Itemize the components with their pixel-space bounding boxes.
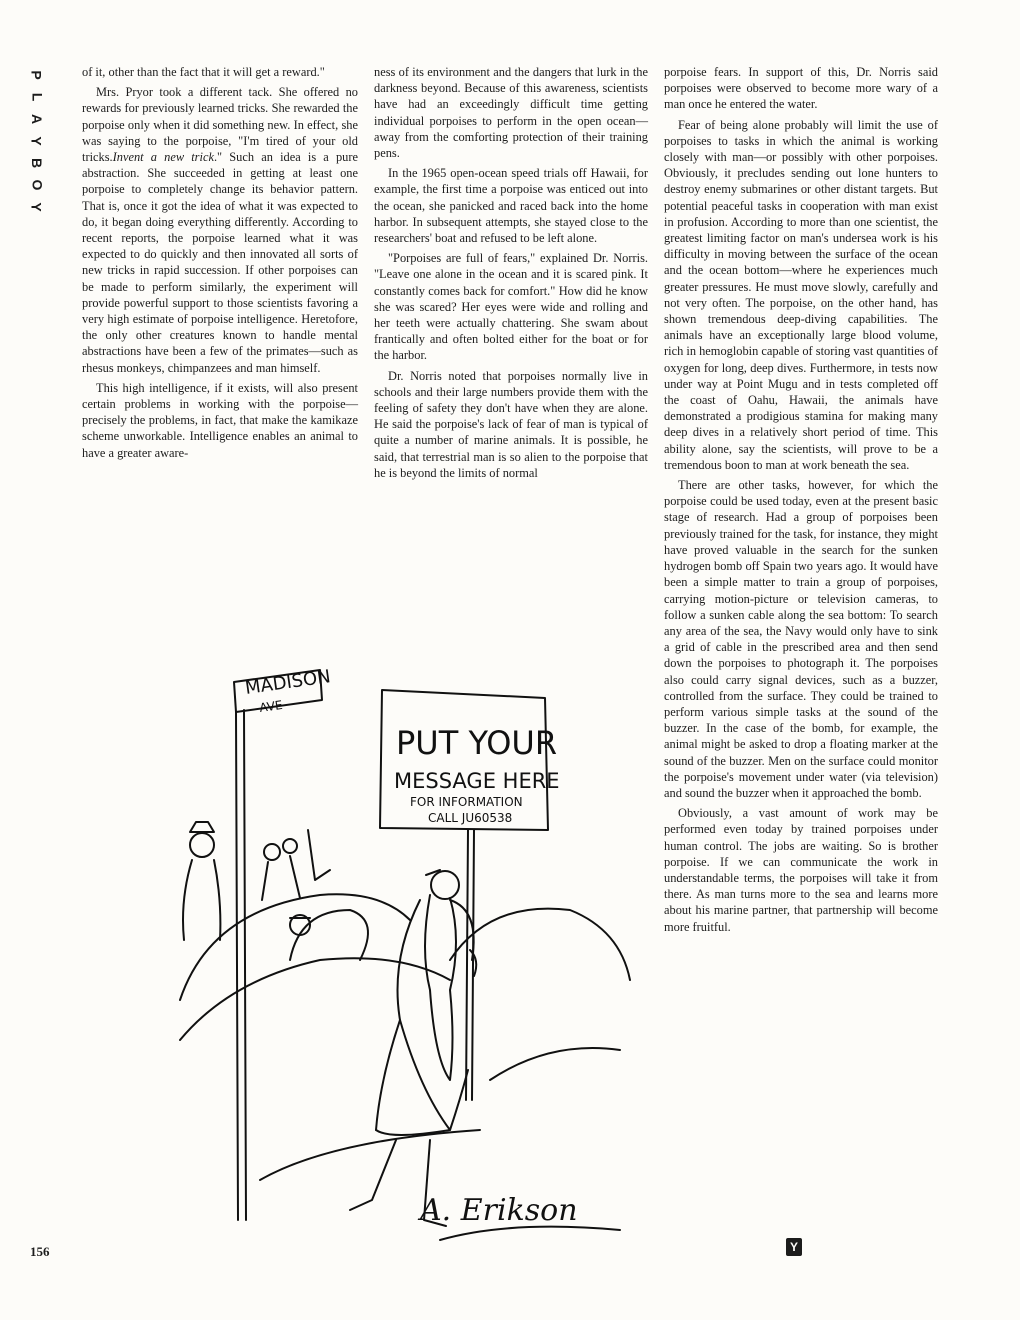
paragraph: There are other tasks, however, for which the porpoise could be used today, even at the present basic stage of research. Had a group of porpoises been previously trained for the task, for instance, they might have proved valuable in the search for the sunken hydrogen bomb off Spain two years ago. It would have been a simple matter to train a group of porpoises, carrying motion-picture or television cameras, to follow a sunken cable along the sea bottom: To search any area of the sea, the Navy would only have to sink a grid of cable in the prescribed area and then send down the porpoises to photograph it. The porpoises also could carry signal devices, such as a buzzer, controlled from the surface. They could be trained to perform various simple tasks at the sound of the buzzer. In the case of the bomb, for example, the animal might be asked to drop a floating marker at the sound of the buzzer. Men on the surface could monitor the porpoise's movement under water (via television) and sound the buzzer when it approached the bomb. (664, 478, 938, 800)
masthead-letter: A (29, 113, 45, 125)
masthead-letter: O (28, 179, 45, 191)
paragraph-text: ." Such an idea is a pure abstraction. She succeeded in getting at least one porpoise to completely change its behavior pattern. That is, once it got the idea of what it was expected to do, it began doing everything differently. According to recent reports, the porpoise learned what it was expected to do quickly and then innovated all sorts of new tricks in rapid succession. If other porpoises can be made to perform similarly, the experiment will provide powerful support to those scientists favoring a very high estimate of porpoise intelligence. Heretofore, the only other creatures known to handle mental abstractions have been a few of the primates—such as rhesus monkeys, chimpanzees and man himself. (82, 150, 358, 375)
paragraph: of it, other than the fact that it will get a reward." (82, 65, 325, 79)
placard-phone: CALL JU60538 (428, 811, 513, 825)
paragraph: "Porpoises are full of fears," explained Dr. Norris. "Leave one alone in the ocean and it is scared pink. It constantly comes back for comfort." How did he know she was scared? Her eyes were wide and rolling and her teeth were actually chattering. She swam about frantically and often bolted either for the boat or for the harbor. (374, 251, 648, 363)
street-sign-suffix: AVE (258, 697, 284, 715)
placard-message: MESSAGE HERE (394, 769, 560, 793)
page-number: 156 (30, 1244, 50, 1259)
article-column-2 (374, 64, 648, 485)
street-sign-name: MADISON (243, 666, 332, 699)
article-column-3 (664, 64, 938, 939)
street-sign-post (236, 712, 238, 1220)
artist-signature: A. Erikson (420, 1193, 578, 1228)
paragraph: porpoise fears. In support of this, Dr. Norris said porpoises were observed to become more wary of a man once he entered the water. (664, 65, 938, 112)
placard-headline: PUT YOUR (396, 724, 558, 762)
emphasized-text: Invent a new trick (112, 150, 214, 165)
placard-info: FOR INFORMATION (410, 795, 523, 809)
end-of-article-mark: Y (786, 1238, 802, 1256)
paragraph: Dr. Norris noted that porpoises normally live in schools and their large numbers provide them with the feeling of safety they don't have when they are alone. He said the porpoise's lack of fear of man is typical of quite a number of marine animals. It is possible, he said, that terrestrial man is so alien to the porpoise that he is beyond the limits of normal (374, 368, 648, 480)
masthead-letter: B (29, 157, 45, 169)
paragraph-text: Mrs. Pryor took a different tack. She offered no rewards for previously learned tricks. She rewarded the porpoise only when it did something new. In effect, she was saying to the porpoise, "I'm tired of your old tricks. (82, 85, 358, 165)
paragraph: Fear of being alone probably will limit the use of porpoises to tasks in which the animal is working closely with man—or possibly with other porpoises. Obviously, it precludes sending out lone hunters to destroy enemy submarines or other distant targets. But potential peaceful tasks in cooperation with man exist in profusion. According to more than one scientist, the greatest limiting factor on man's undersea work is his difficulty in moving between the surface of the ocean and the ocean bottom—where he experiences much greater pressures. He must move slowly, carefully and not very often. The porpoise, on the other hand, has shown tremendous deep-diving capabilities. The animals have an exceptionally large blood volume, rich in hemoglobin capable of storing vast quantities of oxygen for long, deep dives. Furthermore, in tests now under way at Point Mugu and in tests completed off the coast of Oahu, Hawaii, the animals have demonstrated a prodigious stamina for making many deep dives in a relatively short period of time. This ability alone, say the scientists, will prove to be a tremendous boon to man at work beneath the sea. (664, 117, 938, 472)
masthead-letter: L (29, 92, 45, 102)
paragraph: In the 1965 open-ocean speed trials off Hawaii, for example, the first time a porpoise was enticed out into the ocean, she panicked and raced back into the home harbor. In subsequent attempts, she stayed close to the researchers' boat and refused to be left alone. (374, 166, 648, 246)
masthead-letter: P (29, 70, 45, 80)
paragraph: ness of its environment and the dangers that lurk in the darkness beyond. Because of this awareness, scientists have had an exceedingly difficult time getting individual porpoises to perform in the open ocean—away from the comforting protection of their training pens. (374, 65, 648, 161)
prophet-head (431, 871, 459, 899)
paragraph: This high intelligence, if it exists, will also present certain problems in working with the porpoise—precisely the problems, in fact, that make the kamikaze scheme unworkable. Intelligence enables an animal to have a greater aware- (82, 380, 358, 460)
article-column-1 (82, 64, 358, 465)
cartoon-illustration (150, 660, 650, 1260)
placard-stick (466, 830, 468, 1100)
cartoon-drawing (150, 660, 650, 1260)
masthead-letter: Y (29, 202, 45, 212)
masthead-letter: Y (29, 136, 45, 146)
prophet-beard (425, 895, 456, 1080)
paragraph: Obviously, a vast amount of work may be performed even today by trained porpoises under human control. The jobs are waiting. So is brother porpoise. If we can communicate the work in understandable terms, the porpoises will take it from there. As man turns more to the sea and learns more about his marine partner, that partnership will become more fruitful. (664, 806, 938, 934)
paragraph (82, 84, 358, 376)
magazine-masthead (28, 64, 46, 218)
